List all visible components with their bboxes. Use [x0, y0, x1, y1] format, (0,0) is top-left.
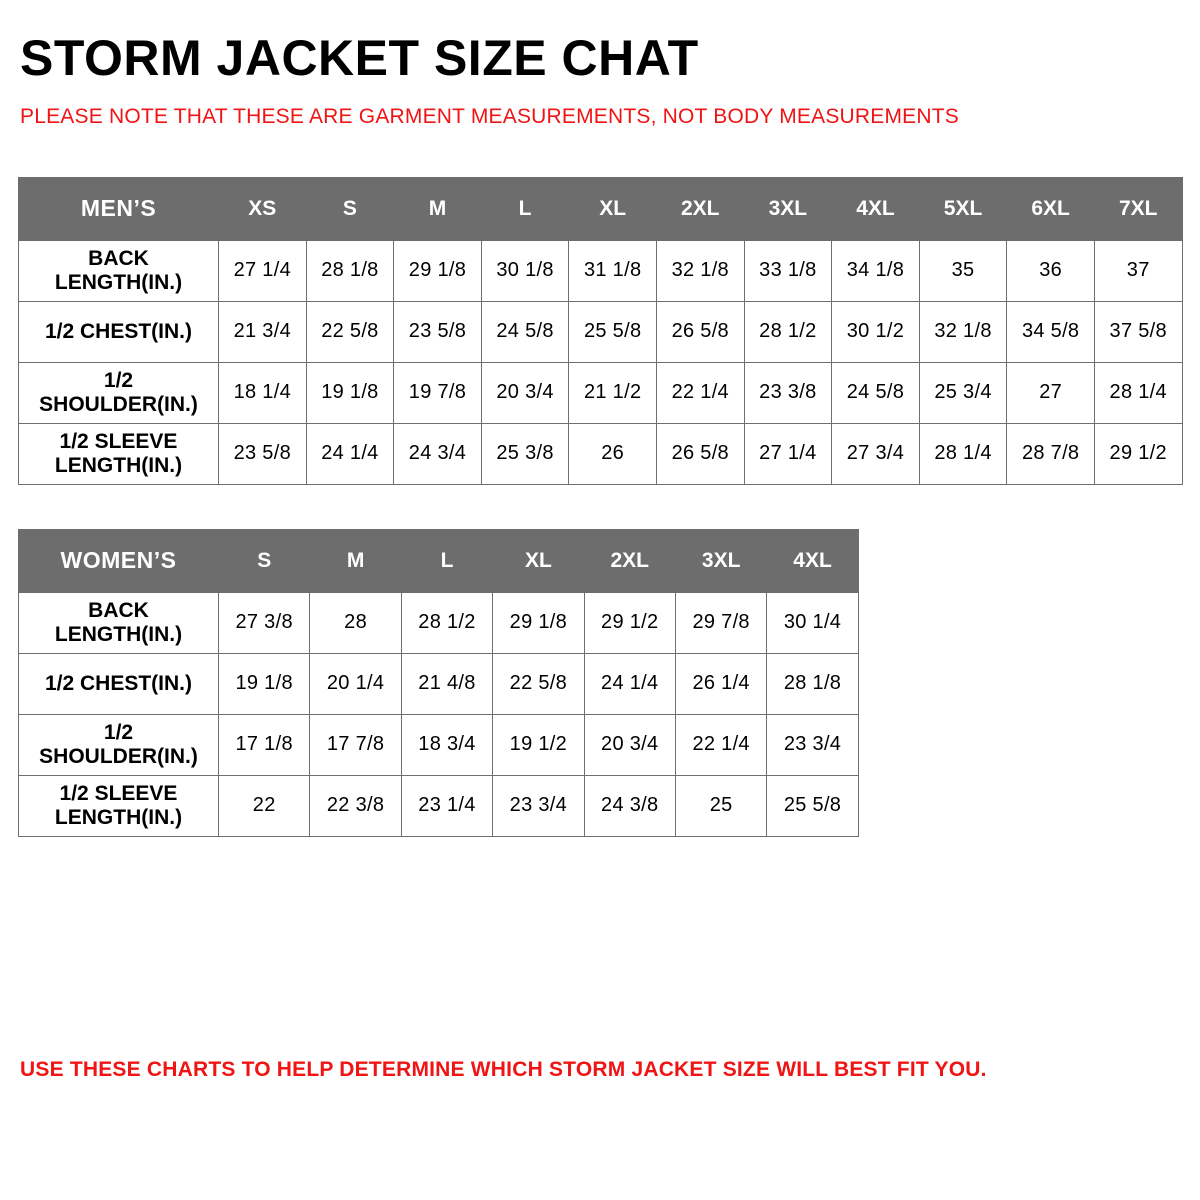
womens-size-header: 2XL: [584, 529, 675, 592]
table-cell: 17 1/8: [219, 714, 310, 775]
table-cell: 25 5/8: [569, 301, 657, 362]
mens-size-header: 5XL: [919, 177, 1007, 240]
womens-size-chart: [18, 529, 1182, 837]
womens-header-row: [19, 529, 859, 592]
mens-size-header: XL: [569, 177, 657, 240]
table-cell: 27 3/8: [219, 592, 310, 653]
table-cell: 26 1/4: [675, 653, 766, 714]
mens-size-header: 4XL: [832, 177, 920, 240]
mens-row-label: 1/2 SHOULDER(IN.): [19, 362, 219, 423]
table-cell: 25 5/8: [767, 775, 858, 836]
table-cell: 24 5/8: [832, 362, 920, 423]
table-cell: 22 3/8: [310, 775, 401, 836]
womens-size-header: S: [219, 529, 310, 592]
table-cell: 23 5/8: [394, 301, 482, 362]
table-cell: 19 1/8: [219, 653, 310, 714]
table-cell: 30 1/4: [767, 592, 858, 653]
mens-size-header: XS: [219, 177, 307, 240]
table-cell: 27: [1007, 362, 1095, 423]
table-row: [19, 301, 1183, 362]
table-cell: 18 1/4: [219, 362, 307, 423]
page-title: STORM JACKET SIZE CHAT: [20, 30, 699, 86]
table-cell: 33 1/8: [744, 240, 832, 301]
womens-size-header: 3XL: [675, 529, 766, 592]
table-cell: 21 3/4: [219, 301, 307, 362]
table-cell: 25 3/4: [919, 362, 1007, 423]
table-cell: 32 1/8: [919, 301, 1007, 362]
table-row: [19, 653, 859, 714]
table-cell: 30 1/2: [832, 301, 920, 362]
table-cell: 26 5/8: [656, 423, 744, 484]
table-row: [19, 362, 1183, 423]
table-cell: 21 4/8: [401, 653, 492, 714]
table-cell: 28 7/8: [1007, 423, 1095, 484]
table-cell: 22 1/4: [675, 714, 766, 775]
mens-size-header: S: [306, 177, 394, 240]
table-cell: 30 1/8: [481, 240, 569, 301]
table-cell: 26: [569, 423, 657, 484]
table-cell: 24 5/8: [481, 301, 569, 362]
table-cell: 27 1/4: [219, 240, 307, 301]
table-cell: 18 3/4: [401, 714, 492, 775]
table-row: [19, 423, 1183, 484]
table-cell: 23 3/4: [493, 775, 584, 836]
table-cell: 24 3/4: [394, 423, 482, 484]
table-cell: 36: [1007, 240, 1095, 301]
table-cell: 31 1/8: [569, 240, 657, 301]
table-cell: 23 5/8: [219, 423, 307, 484]
table-cell: 27 1/4: [744, 423, 832, 484]
mens-size-header: 6XL: [1007, 177, 1095, 240]
mens-size-header: 2XL: [656, 177, 744, 240]
mens-corner-label: MEN’S: [19, 177, 219, 240]
table-cell: 21 1/2: [569, 362, 657, 423]
womens-size-header: XL: [493, 529, 584, 592]
table-cell: 29 1/8: [493, 592, 584, 653]
table-cell: 35: [919, 240, 1007, 301]
womens-table: [18, 529, 859, 837]
table-cell: 19 1/8: [306, 362, 394, 423]
table-cell: 34 1/8: [832, 240, 920, 301]
mens-table: [18, 177, 1183, 485]
mens-size-chart: [18, 177, 1182, 485]
table-cell: 24 1/4: [584, 653, 675, 714]
table-cell: 28 1/8: [306, 240, 394, 301]
table-cell: 22: [219, 775, 310, 836]
table-cell: 20 1/4: [310, 653, 401, 714]
table-cell: 29 1/2: [1094, 423, 1182, 484]
table-cell: 37 5/8: [1094, 301, 1182, 362]
mens-size-header: 7XL: [1094, 177, 1182, 240]
table-row: [19, 775, 859, 836]
table-cell: 34 5/8: [1007, 301, 1095, 362]
mens-row-label: BACK LENGTH(IN.): [19, 240, 219, 301]
table-cell: 28: [310, 592, 401, 653]
womens-row-label: BACK LENGTH(IN.): [19, 592, 219, 653]
table-cell: 24 3/8: [584, 775, 675, 836]
mens-size-header: L: [481, 177, 569, 240]
womens-size-header: L: [401, 529, 492, 592]
table-cell: 27 3/4: [832, 423, 920, 484]
table-cell: 17 7/8: [310, 714, 401, 775]
table-cell: 29 7/8: [675, 592, 766, 653]
table-cell: 28 1/2: [401, 592, 492, 653]
table-cell: 22 5/8: [306, 301, 394, 362]
table-cell: 23 3/4: [767, 714, 858, 775]
table-cell: 19 7/8: [394, 362, 482, 423]
table-row: [19, 240, 1183, 301]
table-row: [19, 592, 859, 653]
mens-size-header: M: [394, 177, 482, 240]
mens-row-label: 1/2 CHEST(IN.): [19, 301, 219, 362]
table-cell: 26 5/8: [656, 301, 744, 362]
womens-row-label: 1/2 CHEST(IN.): [19, 653, 219, 714]
womens-corner-label: WOMEN’S: [19, 529, 219, 592]
table-cell: 22 5/8: [493, 653, 584, 714]
womens-row-label: 1/2 SLEEVE LENGTH(IN.): [19, 775, 219, 836]
table-cell: 19 1/2: [493, 714, 584, 775]
womens-row-label: 1/2 SHOULDER(IN.): [19, 714, 219, 775]
table-cell: 28 1/4: [1094, 362, 1182, 423]
table-row: [19, 714, 859, 775]
table-cell: 28 1/2: [744, 301, 832, 362]
table-cell: 25: [675, 775, 766, 836]
table-cell: 37: [1094, 240, 1182, 301]
womens-size-header: 4XL: [767, 529, 858, 592]
table-cell: 25 3/8: [481, 423, 569, 484]
table-cell: 20 3/4: [481, 362, 569, 423]
table-cell: 28 1/8: [767, 653, 858, 714]
mens-header-row: [19, 177, 1183, 240]
table-cell: 23 3/8: [744, 362, 832, 423]
womens-size-header: M: [310, 529, 401, 592]
table-cell: 22 1/4: [656, 362, 744, 423]
measurement-note: PLEASE NOTE THAT THESE ARE GARMENT MEASUREMENTS, NOT BODY MEASUREMENTS: [20, 104, 959, 128]
table-cell: 20 3/4: [584, 714, 675, 775]
mens-row-label: 1/2 SLEEVE LENGTH(IN.): [19, 423, 219, 484]
table-cell: 28 1/4: [919, 423, 1007, 484]
table-cell: 23 1/4: [401, 775, 492, 836]
table-cell: 32 1/8: [656, 240, 744, 301]
table-cell: 29 1/2: [584, 592, 675, 653]
mens-size-header: 3XL: [744, 177, 832, 240]
table-cell: 29 1/8: [394, 240, 482, 301]
table-cell: 24 1/4: [306, 423, 394, 484]
footer-note: USE THESE CHARTS TO HELP DETERMINE WHICH STORM JACKET SIZE WILL BEST FIT YOU.: [20, 1058, 987, 1081]
